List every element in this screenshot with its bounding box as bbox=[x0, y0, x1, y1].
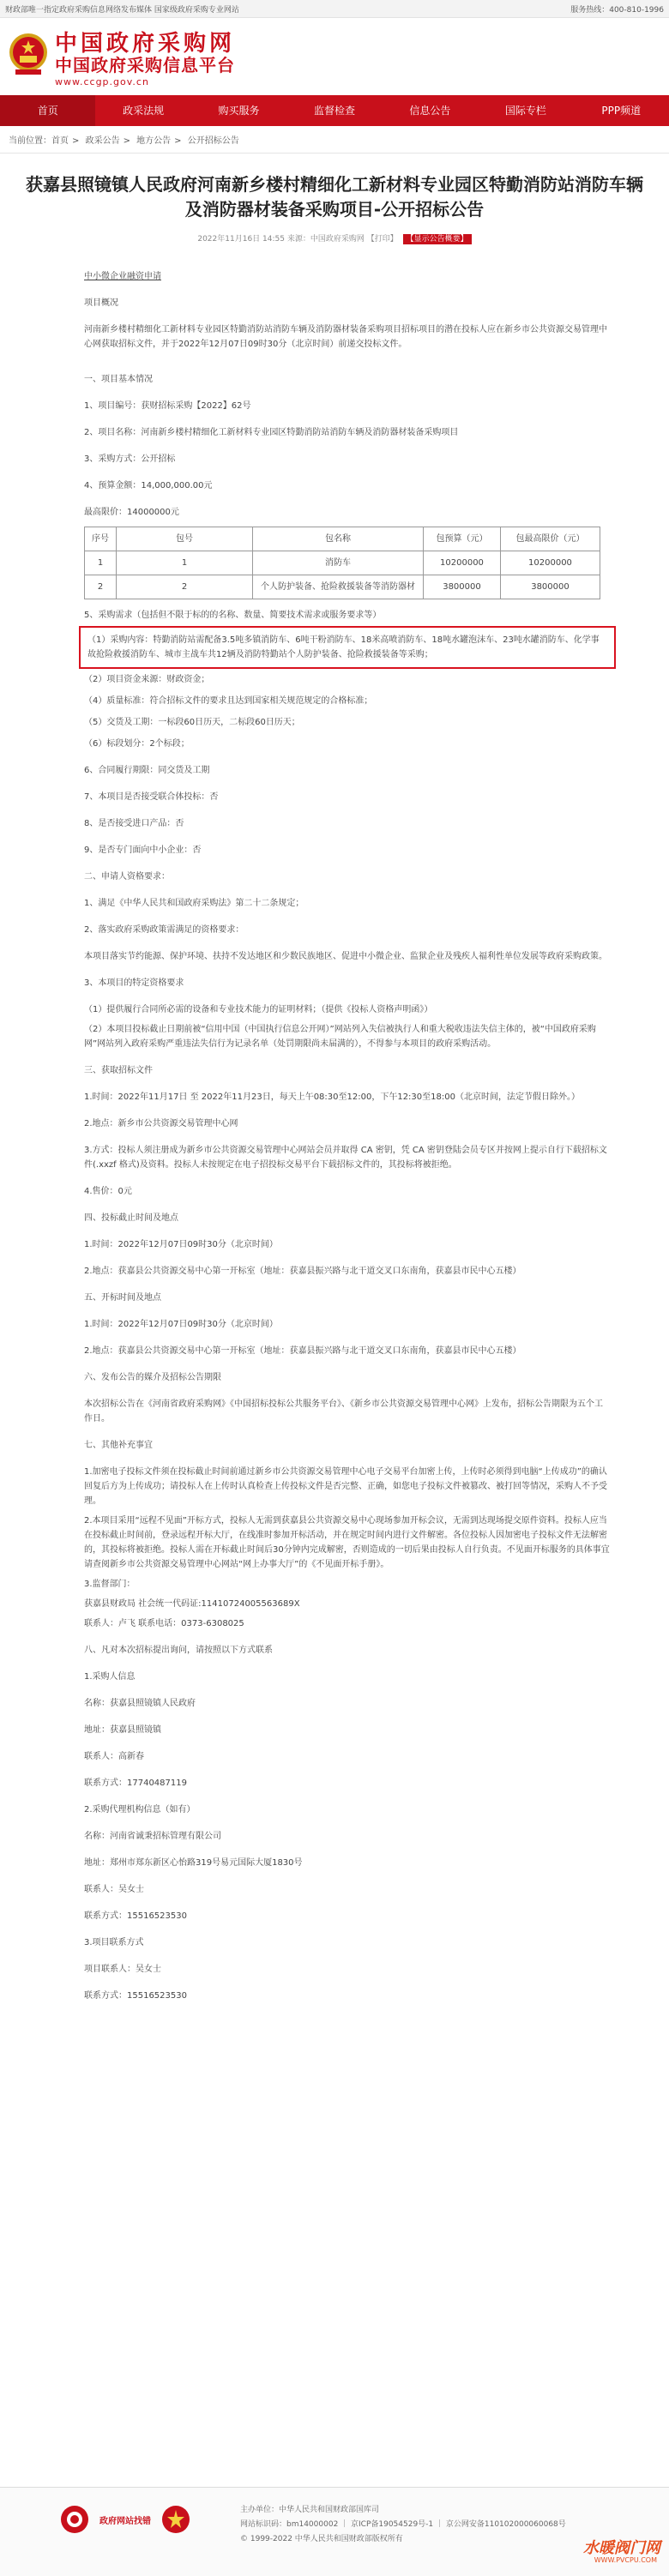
paragraph: 3、本项目的特定资格要求 bbox=[84, 978, 184, 988]
paragraph: 地址：郑州市郑东新区心怡路319号易元国际大厦1830号 bbox=[84, 1858, 303, 1868]
article-body bbox=[0, 244, 669, 2003]
national-emblem-icon bbox=[7, 30, 50, 78]
print-link[interactable]: 【打印】 bbox=[366, 235, 398, 244]
paragraph: （1）提供履行合同所必需的设备和专业技术能力的证明材料；（提供《投标人资格声明函》） bbox=[84, 1005, 433, 1014]
table-cell: 3800000 bbox=[500, 575, 600, 599]
table-header: 序号 bbox=[85, 527, 117, 551]
paragraph: 8、是否接受进口产品：否 bbox=[84, 819, 184, 828]
footer-host: 主办单位：中华人民共和国财政部国库司 bbox=[240, 2506, 380, 2514]
nav-ppp[interactable]: PPP频道 bbox=[601, 105, 642, 117]
paragraph: 项目联系人：吴女士 bbox=[84, 1965, 161, 1974]
source: 来源：中国政府采购网 bbox=[286, 235, 365, 244]
paragraph: 2.地点：获嘉县公共资源交易中心第一开标室（地址：获嘉县振兴路与北干道交叉口东南角，获嘉县市民中心五楼） bbox=[84, 1267, 521, 1276]
party-emblem-icon[interactable] bbox=[161, 2505, 190, 2534]
paragraph: （6）标段划分：2个标段； bbox=[84, 739, 190, 749]
watermark-url: WWW.PVCPU.COM bbox=[594, 2556, 657, 2564]
table-header: 包预算（元） bbox=[424, 527, 501, 551]
table-row bbox=[85, 551, 600, 575]
table-cell: 2 bbox=[85, 575, 117, 599]
paragraph: 联系人：高新春 bbox=[84, 1752, 144, 1761]
paragraph: 4.售价：0元 bbox=[84, 1187, 132, 1196]
paragraph: 2、项目名称：河南新乡楼村精细化工新材料专业园区特勤消防站消防车辆及消防器材装备采购项目 bbox=[84, 428, 459, 437]
paragraph: 联系人：吴女士 bbox=[84, 1885, 144, 1894]
section-heading: 一、项目基本情况 bbox=[84, 375, 153, 384]
footer-copyright: © 1999-2022 中华人民共和国财政部版权所有 bbox=[240, 2535, 403, 2543]
paragraph: 2.地点：获嘉县公共资源交易中心第一开标室（地址：获嘉县振兴路与北干道交叉口东南角，获嘉县市民中心五楼） bbox=[84, 1346, 521, 1356]
paragraph: 本次招标公告在《河南省政府采购网》《中国招标投标公共服务平台》、《新乡市公共资源交易管理中心网》上发布，招标公告期限为五个工作日。 bbox=[84, 1399, 603, 1423]
section-heading: 四、投标截止时间及地点 bbox=[84, 1213, 178, 1223]
paragraph: （5）交货及工期：一标段60日历天，二标段60日历天； bbox=[84, 718, 300, 727]
footer-info bbox=[240, 2503, 566, 2547]
paragraph: 联系人：卢飞 联系电话：0373-6308025 bbox=[84, 1619, 244, 1628]
paragraph: 名称：获嘉县照镜镇人民政府 bbox=[84, 1699, 196, 1708]
paragraph: 地址：获嘉县照镜镇 bbox=[84, 1725, 161, 1735]
paragraph: 名称：河南省诚秉招标管理有限公司 bbox=[84, 1832, 221, 1841]
paragraph: 1、项目编号：获财招标采购【2022】62号 bbox=[84, 401, 251, 411]
table-header: 包号 bbox=[117, 527, 253, 551]
gov-site-badge-icon[interactable] bbox=[60, 2505, 89, 2534]
footer-badges bbox=[60, 2505, 190, 2534]
sme-link[interactable]: 中小微企业融资申请 bbox=[84, 272, 161, 281]
hotline: 服务热线：400-810-1996 bbox=[570, 5, 664, 15]
paragraph: 2、落实政府采购政策需满足的资格要求： bbox=[84, 925, 244, 935]
table-cell: 1 bbox=[85, 551, 117, 575]
package-table bbox=[84, 527, 600, 599]
top-bar bbox=[0, 0, 669, 18]
section-heading: 三、获取招标文件 bbox=[84, 1066, 153, 1075]
paragraph: 9、是否专门面向中小企业：否 bbox=[84, 846, 202, 855]
paragraph: 4、预算金额：14,000,000.00元 bbox=[84, 481, 213, 491]
page-title: 获嘉县照镜镇人民政府河南新乡楼村精细化工新材料专业园区特勤消防站消防车辆及消防器材装备采购项目-公开招标公告 bbox=[26, 174, 643, 220]
paragraph: 3.项目联系方式 bbox=[84, 1938, 144, 1947]
table-header: 包名称 bbox=[253, 527, 424, 551]
watermark: 水暖阀门网 bbox=[583, 2539, 660, 2557]
nav-supervision[interactable]: 监督检查 bbox=[313, 105, 355, 117]
paragraph: 河南新乡楼村精细化工新材料专业园区特勤消防站消防车辆及消防器材装备采购项目招标项目的潜在投标人应在新乡市公共资源交易管理中心网获取招标文件，并于2022年12月07日09时30分（北京时间）前递交投标文件。 bbox=[84, 325, 607, 349]
top-bar-slogan: 财政部唯一指定政府采购信息网络发布媒体 国家级政府采购专业网站 bbox=[5, 5, 239, 15]
section-heading: 七、其他补充事宜 bbox=[84, 1441, 153, 1450]
breadcrumb-announcements[interactable]: 政采公告 bbox=[85, 136, 120, 146]
paragraph: 联系方式：15516523530 bbox=[84, 1911, 187, 1921]
paragraph: 1.时间：2022年11月17日 至 2022年11月23日，每天上午08:30至12:00，下午12:30至18:00（北京时间，法定节假日除外。） bbox=[84, 1092, 580, 1102]
table-row bbox=[85, 575, 600, 599]
table-header-row bbox=[85, 527, 600, 551]
section-heading: 五、开标时间及地点 bbox=[84, 1293, 161, 1303]
site-logo[interactable] bbox=[55, 32, 235, 87]
nav-regulations[interactable]: 政采法规 bbox=[123, 105, 165, 117]
section-heading: 项目概况 bbox=[84, 298, 118, 308]
table-cell: 个人防护装备、抢险救援装备等消防器材 bbox=[253, 575, 424, 599]
section-heading: 六、发布公告的媒介及招标公告期限 bbox=[84, 1373, 221, 1382]
table-cell: 2 bbox=[117, 575, 253, 599]
nav-international[interactable]: 国际专栏 bbox=[504, 105, 546, 117]
article-meta bbox=[0, 232, 669, 244]
site-footer bbox=[0, 2487, 669, 2576]
section-heading: 二、申请人资格要求： bbox=[84, 872, 170, 882]
table-cell: 1 bbox=[117, 551, 253, 575]
table-cell: 10200000 bbox=[424, 551, 501, 575]
paragraph: 6、合同履行期限：同交货及工期 bbox=[84, 766, 210, 775]
paragraph: 2.地点：新乡市公共资源交易管理中心网 bbox=[84, 1119, 238, 1129]
paragraph: 3、采购方式：公开招标 bbox=[84, 454, 176, 464]
highlighted-requirement bbox=[79, 626, 616, 669]
section-heading: 八、凡对本次招标提出询问，请按照以下方式联系 bbox=[84, 1646, 273, 1655]
paragraph: 获嘉县财政局 社会统一代码证:11410724005563689X bbox=[84, 1599, 300, 1609]
paragraph: 5、采购需求（包括但不限于标的的名称、数量、简要技术需求或服务要求等） bbox=[84, 611, 382, 620]
table-cell: 10200000 bbox=[500, 551, 600, 575]
logo-title: 中国政府采购网 bbox=[55, 31, 236, 57]
nav-home[interactable]: 首页 bbox=[0, 95, 95, 126]
paragraph: 2.采购代理机构信息（如有） bbox=[84, 1805, 196, 1815]
table-cell: 3800000 bbox=[424, 575, 501, 599]
breadcrumb-current[interactable]: 公开招标公告 bbox=[187, 136, 239, 146]
paragraph: 最高限价：14000000元 bbox=[84, 508, 179, 517]
paragraph: 3.监督部门： bbox=[84, 1580, 136, 1589]
breadcrumb-local[interactable]: 地方公告 bbox=[136, 136, 172, 146]
paragraph: （2）项目资金来源：财政资金； bbox=[84, 675, 210, 684]
table-header: 包最高限价（元） bbox=[500, 527, 600, 551]
paragraph: 3.方式：投标人须注册成为新乡市公共资源交易管理中心网站会员并取得 CA 密钥，凭 CA 密钥登陆会员专区并按网上提示自行下载招标文件(.xxzf 格式)及资料。投标人未按规定在电子招投标交易平台下载招标文件的，其投标将被拒绝。 bbox=[84, 1146, 607, 1170]
paragraph: 本项目落实节约能源、保护环境、扶持不发达地区和少数民族地区、促进中小微企业、监狱企业及残疾人福利性单位发展等政府采购政策。 bbox=[84, 952, 607, 961]
requirement-text: （1）采购内容：特勤消防站需配备3.5吨多镇消防车、6吨干粉消防车、18米高喷消防车、18吨水罐泡沫车、23吨水罐消防车、化学事故抢险救援消防车、城市主战车共12辆及消防特勤站个人防护装备、抢险救援装备等采购； bbox=[87, 635, 600, 659]
footer-icp: 网站标识码：bm14000002 ｜ 京ICP备19054529号-1 ｜ 京公网安备110102000060068号 bbox=[240, 2520, 566, 2529]
summary-button[interactable]: 【显示公告概要】 bbox=[403, 234, 472, 244]
table-cell: 消防车 bbox=[253, 551, 424, 575]
paragraph: 1.加密电子投标文件须在投标截止时间前通过新乡市公共资源交易管理中心电子交易平台加密上传，上传时必须得到电脑“上传成功”的确认回复后方为上传成功；请投标人在上传时认真检查上传投标文件是否完整、正确，如您电子投标文件被篡改、被打回等情况，采购人不予受理。 bbox=[84, 1467, 607, 1506]
paragraph: 联系方式：15516523530 bbox=[84, 1991, 187, 2001]
publish-date: 2022年11月16日 14:55 bbox=[197, 235, 285, 244]
paragraph: （4）质量标准：符合招标文件的要求且达到国家相关规范规定的合格标准； bbox=[84, 696, 373, 706]
logo-subtitle: 中国政府采购信息平台 bbox=[55, 55, 235, 75]
nav-announcements[interactable]: 信息公告 bbox=[409, 105, 451, 117]
breadcrumb: 当前位置：首页 > 政采公告 > 地方公告 > 公开招标公告 bbox=[0, 126, 669, 153]
paragraph: 1、满足《中华人民共和国政府采购法》第二十二条规定； bbox=[84, 899, 304, 908]
paragraph: 联系方式：17740487119 bbox=[84, 1779, 187, 1788]
paragraph: 1.时间：2022年12月07日09时30分（北京时间） bbox=[84, 1240, 278, 1249]
paragraph: 1.时间：2022年12月07日09时30分（北京时间） bbox=[84, 1320, 278, 1329]
nav-services[interactable]: 购买服务 bbox=[218, 105, 260, 117]
logo-url: www.ccgp.gov.cn bbox=[55, 76, 149, 87]
breadcrumb-home[interactable]: 当前位置：首页 bbox=[9, 136, 69, 146]
paragraph: （2）本项目投标截止日期前被“信用中国（中国执行信息公开网）”网站列入失信被执行人和重大税收违法失信主体的，被“中国政府采购网”网站列入政府采购严重违法失信行为记录名单（处罚期限尚未届满的），不得参与本项目的政府采购活动。 bbox=[84, 1025, 596, 1049]
paragraph: 1.采购人信息 bbox=[84, 1672, 136, 1682]
paragraph: 7、本项目是否接受联合体投标：否 bbox=[84, 792, 219, 802]
site-header bbox=[0, 18, 669, 95]
main-nav bbox=[0, 95, 669, 126]
gov-error-report-link[interactable]: 政府网站找错 bbox=[99, 2516, 151, 2526]
paragraph: 2.本项目采用“远程不见面”开标方式，投标人无需到获嘉县公共资源交易中心现场参加开标会议，无需到达现场提交原件资料。投标人应当在投标截止时间前，登录远程开标大厅，在线准时参加开标活动，并在规定时间内进行文件解密。各位投标人因加密电子投标文件无法解密的，其投标将被拒绝。投标人需在开标截止时间后30分钟内完成解密，否则造成的一切后果由投标人自行负责。不见面开标服务的具体事宜请查阅新乡市公共资源交易管理中心网站“网上办事大厅”的《不见面开标手册》。 bbox=[84, 1516, 610, 1569]
